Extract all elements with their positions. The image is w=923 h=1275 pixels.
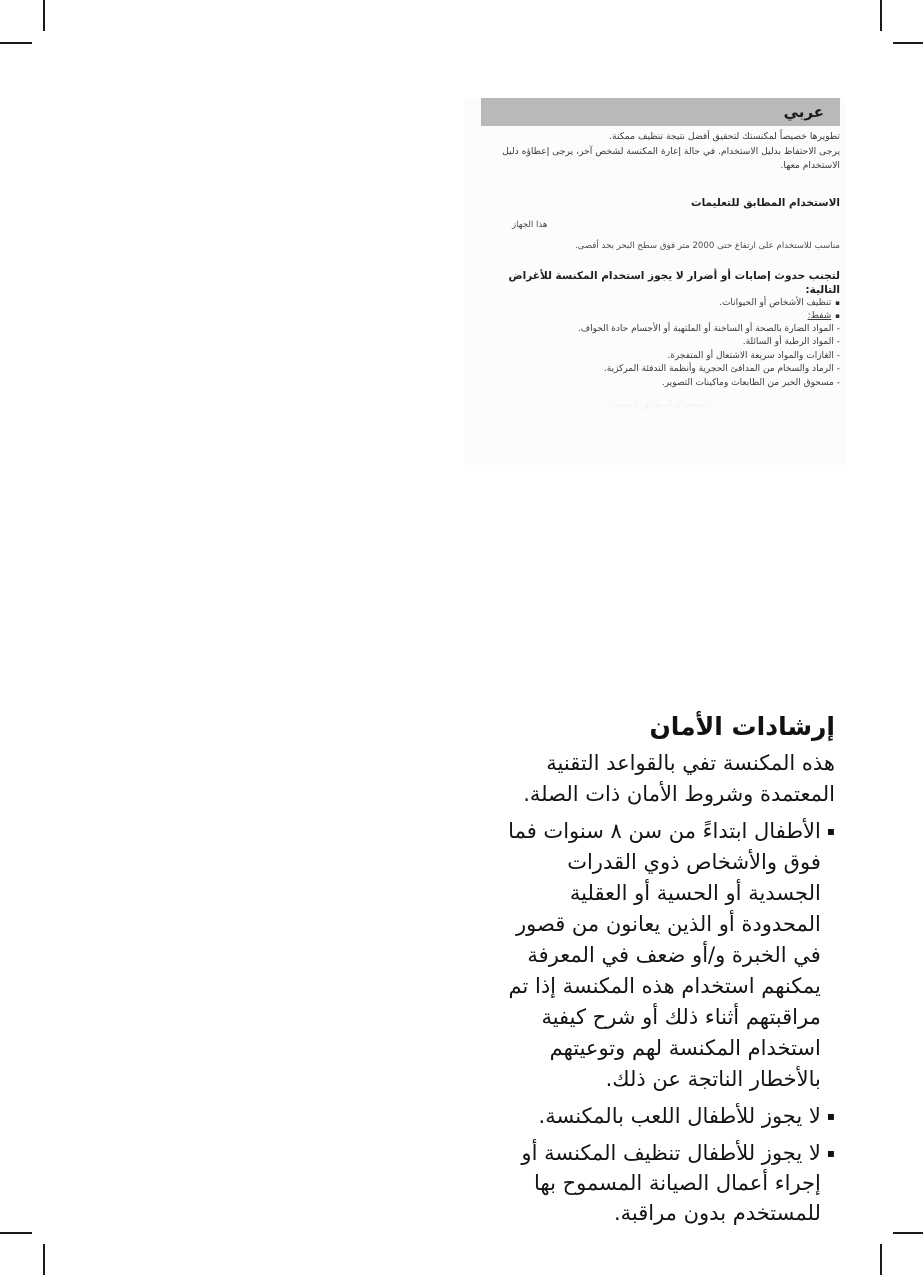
- spacer-before-cutoff: [476, 390, 840, 399]
- crop-mark-top-right-vertical: [880, 0, 882, 31]
- prohibited-dash-label: الرماد والسخام من المدافئ الحجرية وأنظمة التدفئة المركزية.: [603, 364, 834, 374]
- small-print-panel: [464, 98, 846, 465]
- intro-line-3: الاستخدام معها.: [780, 160, 840, 171]
- prohibited-dash-label: مسحوق الحبر من الطابعات وماكينات التصوير.: [661, 377, 834, 388]
- safety-bullet-label: الأطفال ابتداءً من سن ٨ سنوات فما فوق والأشخاص ذوي القدرات الجسدية أو الحسية أو العقلية المحدودة أو الذين يعانون من قصور في الخبرة و/أو ضعف في المعرفة يمكنهم استخدام هذه المكنسة إذا تم مراقبتهم أثناء ذلك أو شرح كيفية استخدام المكنسة لهم وتوعيتهم بالأخطار الناتجة عن ذلك.: [508, 819, 821, 1091]
- crop-mark-top-left-vertical: [43, 0, 45, 31]
- spacer-after-heading: [476, 210, 840, 219]
- safety-heading: إرشادات الأمان: [649, 712, 835, 741]
- safety-bullet-item: [505, 1101, 843, 1132]
- prohibited-dash-item: [476, 363, 840, 377]
- language-label: عربي: [783, 102, 824, 121]
- spacer-after-intro: [476, 174, 840, 196]
- device-note: هذا الجهاز: [512, 219, 548, 230]
- crop-mark-bottom-left-horizontal: [0, 1232, 32, 1234]
- safety-instructions-panel: [505, 690, 843, 1225]
- crop-mark-top-left-horizontal: [0, 42, 32, 44]
- prohibited-dash-item: [476, 377, 840, 391]
- prohibited-dash-label: المواد الضارة بالصحة أو الساخنة أو الملتهبة أو الأجسام حادة الحواف.: [577, 323, 834, 334]
- altitude-limit-line: مناسب للاستخدام على ارتفاع حتى 2000 متر فوق سطح البحر بحد أقصى.: [574, 240, 840, 251]
- dash-marker: -: [836, 323, 840, 334]
- prohibited-bullet-item: [476, 310, 840, 323]
- clipped-overflow-line: الاستخدام المطابق للتعليمات: [604, 400, 712, 410]
- small-print-body: [476, 130, 840, 412]
- intended-use-heading: الاستخدام المطابق للتعليمات: [691, 196, 840, 209]
- intro-line-2: يرجى الاحتفاظ بدليل الاستخدام. في حالة إعارة المكنسة لشخص آخر، يرجى إعطاؤه دليل: [502, 145, 840, 157]
- prohibited-dash-label: المواد الرطبة أو السائلة.: [742, 337, 834, 347]
- spacer-before-altitude: [476, 231, 840, 240]
- crop-mark-bottom-right-horizontal: [893, 1232, 923, 1234]
- safety-intro-paragraph: هذه المكنسة تفي بالقواعد التقنية المعتمدة وشروط الأمان ذات الصلة.: [523, 751, 835, 806]
- square-bullet-icon: ▪: [826, 824, 835, 838]
- intro-line-1: تطويرها خصيصاً لمكنستك لتحقيق أفضل نتيجة تنظيف ممكنة.: [609, 131, 840, 142]
- safety-bullet-item: [505, 1138, 843, 1228]
- prohibited-dash-item: [476, 350, 840, 364]
- prohibited-use-heading: لتجنب حدوث إصابات أو أضرار لا يجوز استخدام المكنسة للأغراض التالية:: [508, 269, 840, 296]
- prohibited-bullet-label: شفط:: [807, 310, 832, 321]
- prohibited-bullet-label: تنظيف الأشخاص أو الحيوانات.: [719, 297, 832, 308]
- spacer-before-prohibitions: [476, 252, 840, 269]
- language-header-bar: [481, 98, 840, 126]
- dash-marker: -: [836, 364, 840, 374]
- crop-mark-top-right-horizontal: [893, 42, 923, 44]
- dash-marker: -: [836, 337, 840, 347]
- safety-bullet-item: [505, 816, 843, 1095]
- dash-marker: -: [836, 377, 840, 388]
- prohibited-dash-label: الغازات والمواد سريعة الاشتعال أو المتفجرة.: [667, 350, 834, 361]
- safety-bullet-label: لا يجوز للأطفال اللعب بالمكنسة.: [538, 1104, 821, 1128]
- crop-mark-bottom-right-vertical: [880, 1244, 882, 1275]
- square-bullet-icon: ▪: [826, 1109, 835, 1123]
- prohibited-bullet-item: [476, 297, 840, 310]
- crop-mark-bottom-left-vertical: [43, 1244, 45, 1275]
- safety-bullet-label: لا يجوز للأطفال تنظيف المكنسة أو إجراء أعمال الصيانة المسموح بها للمستخدم بدون مراقبة.: [521, 1141, 821, 1225]
- dash-marker: -: [836, 350, 840, 361]
- prohibited-dash-item: [476, 336, 840, 350]
- square-bullet-icon: ▪: [835, 298, 840, 307]
- prohibited-dash-item: [476, 323, 840, 337]
- square-bullet-icon: ▪: [826, 1146, 835, 1160]
- square-bullet-icon: ▪: [835, 311, 840, 320]
